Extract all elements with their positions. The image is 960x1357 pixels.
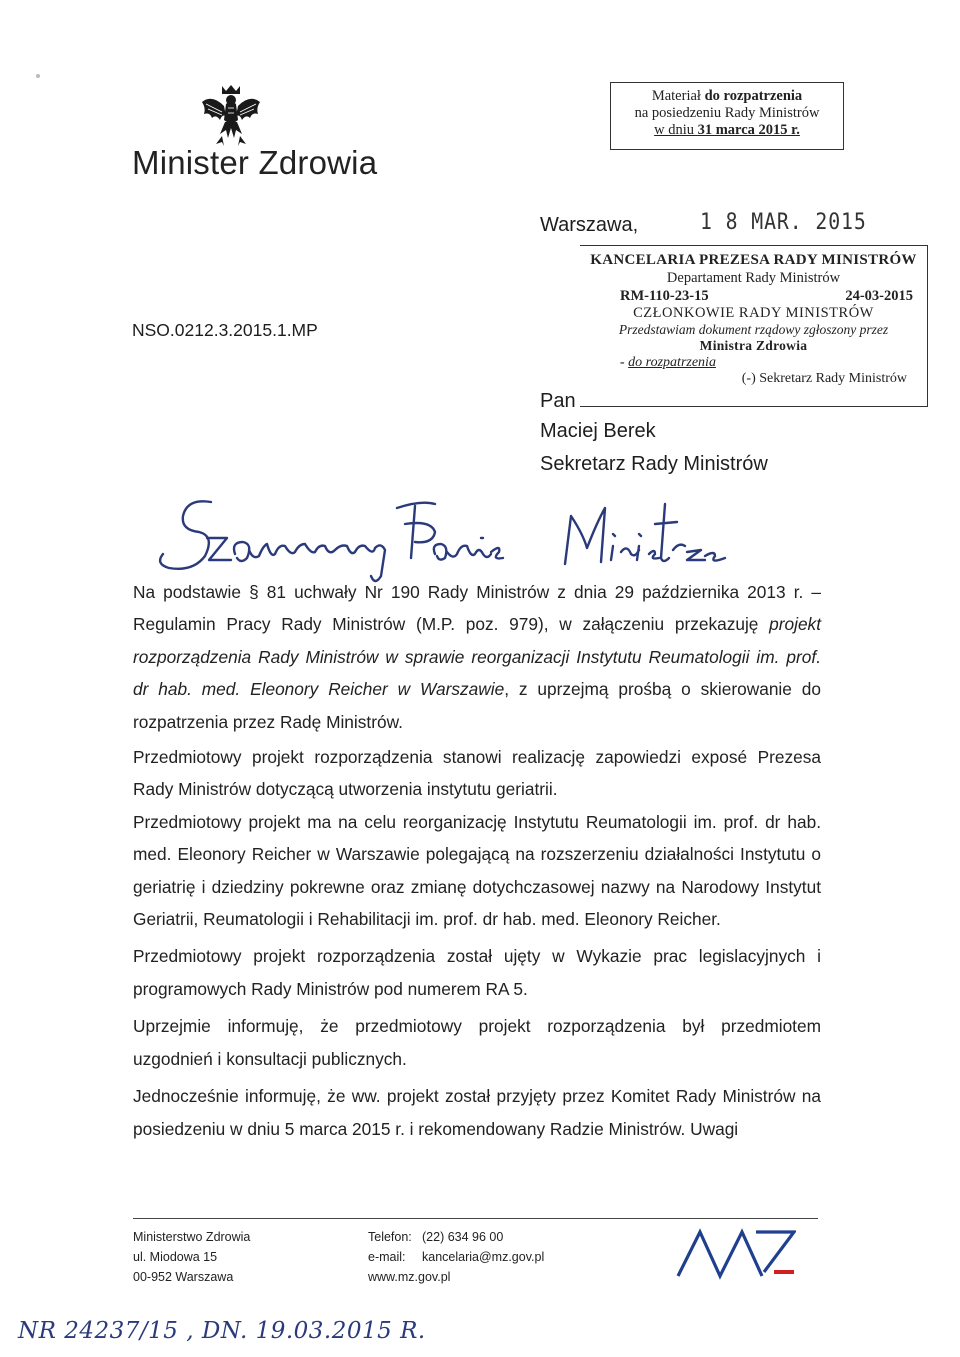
material-status-box — [610, 82, 844, 150]
date-stamp: 1 8 MAR. 2015 — [700, 210, 867, 235]
reference-number: NSO.0212.3.2015.1.MP — [132, 320, 318, 340]
body-paragraph-2: Przedmiotowy projekt rozporządzenia stanowi realizację zapowiedzi exposé Prezesa Rady Ministrów dotyczącą utworzenia instytutu geriatrii. — [133, 747, 821, 800]
stamp-minister: Ministra Zdrowia — [699, 338, 808, 353]
body-paragraph-1: Na podstawie § 81 uchwały Nr 190 Rady Ministrów z dnia 29 października 2013 r. – Regulamin Pracy Rady Ministrów (M.P. poz. 979), w załączeniu przekazuję projekt rozporządzenia Rady Ministrów w sprawie reorganizacji Instytutu Reumatologii im. prof. dr hab. med. Eleonory Reicher w Warszawie, z uprzejmą prośbą o skierowanie do rozpatrzenia przez Radę Ministrów. — [133, 582, 821, 732]
footer-email-label: e-mail: — [368, 1250, 406, 1264]
stamp-case-date: 24-03-2015 — [845, 288, 913, 304]
kprm-registration-stamp — [580, 245, 928, 407]
body-paragraph-4: Przedmiotowy projekt rozporządzenia został ujęty w Wykazie prac legislacyjnych i programowych Rady Ministrów pod numerem RA 5. — [133, 946, 821, 999]
footer-org: Ministerstwo Zdrowia — [133, 1230, 251, 1244]
body-paragraph-3: Przedmiotowy projekt ma na celu reorganizację Instytutu Reumatologii im. prof. dr hab. med. Eleonory Reicher w Warszawie polegającą na rozszerzeniu działalności Instytutu o geriatrię i dziedziny pokrewne oraz zmianę dotychczasowej nazwy na Narodowy Instytut Geriatrii, Reumatologii i Rehabilitacji im. prof. dr hab. med. Eleonory Reicher. — [133, 811, 821, 930]
material-line-1: Materiał do rozpatrzenia — [651, 88, 803, 104]
stamp-case-number: RM-110-23-15 — [620, 288, 709, 304]
material-line-3: w dniu 31 marca 2015 r. — [654, 122, 800, 138]
stamp-members: CZŁONKOWIE RADY MINISTRÓW — [633, 305, 874, 321]
stamp-department: Departament Rady Ministrów — [666, 270, 841, 286]
footer-email[interactable]: kancelaria@mz.gov.pl — [422, 1250, 545, 1264]
footer-postal: 00-952 Warszawa — [133, 1270, 234, 1284]
footer-street: ul. Miodowa 15 — [133, 1250, 218, 1264]
handwritten-greeting — [135, 494, 735, 584]
footer-phone: (22) 634 96 00 — [422, 1230, 504, 1244]
body-paragraph-6: Jednocześnie informuję, że ww. projekt został przyjęty przez Komitet Rady Ministrów na posiedzeniu w dniu 5 marca 2015 r. i rekomendowany Radzie Ministrów. Uwagi — [133, 1086, 821, 1139]
footer-contact-values — [422, 1227, 544, 1267]
stamp-presenting: Przedstawiam dokument rządowy zgłoszony przez — [618, 322, 889, 337]
city-label: Warszawa, — [540, 214, 639, 236]
footer-divider — [133, 1218, 818, 1219]
mz-logo-icon — [676, 1226, 796, 1281]
material-line-2: na posiedzeniu Rady Ministrów — [634, 105, 820, 121]
stamp-review: - do rozpatrzenia — [620, 355, 716, 370]
stamp-title: KANCELARIA PREZESA RADY MINISTRÓW — [590, 252, 917, 268]
ministry-title: Minister Zdrowia — [132, 144, 378, 181]
addressee-salutation: Pan — [540, 390, 576, 412]
handwritten-registration-note: NR 24237/15 , DN. 19.03.2015 R. — [18, 1318, 426, 1344]
footer-phone-label: Telefon: — [368, 1230, 412, 1244]
stamp-case-row — [580, 288, 927, 305]
polish-eagle-emblem-icon — [200, 82, 262, 148]
scan-dot — [36, 74, 40, 78]
footer-website[interactable]: www.mz.gov.pl — [368, 1270, 451, 1284]
addressee-title: Sekretarz Rady Ministrów — [540, 453, 768, 475]
addressee-name: Maciej Berek — [540, 420, 656, 442]
stamp-signature: (-) Sekretarz Rady Ministrów — [741, 371, 907, 386]
letter-body — [133, 576, 821, 1145]
footer-address — [133, 1227, 250, 1287]
body-paragraph-5: Uprzejmie informuję, że przedmiotowy projekt rozporządzenia był przedmiotem uzgodnień i konsultacji publicznych. — [133, 1016, 821, 1069]
